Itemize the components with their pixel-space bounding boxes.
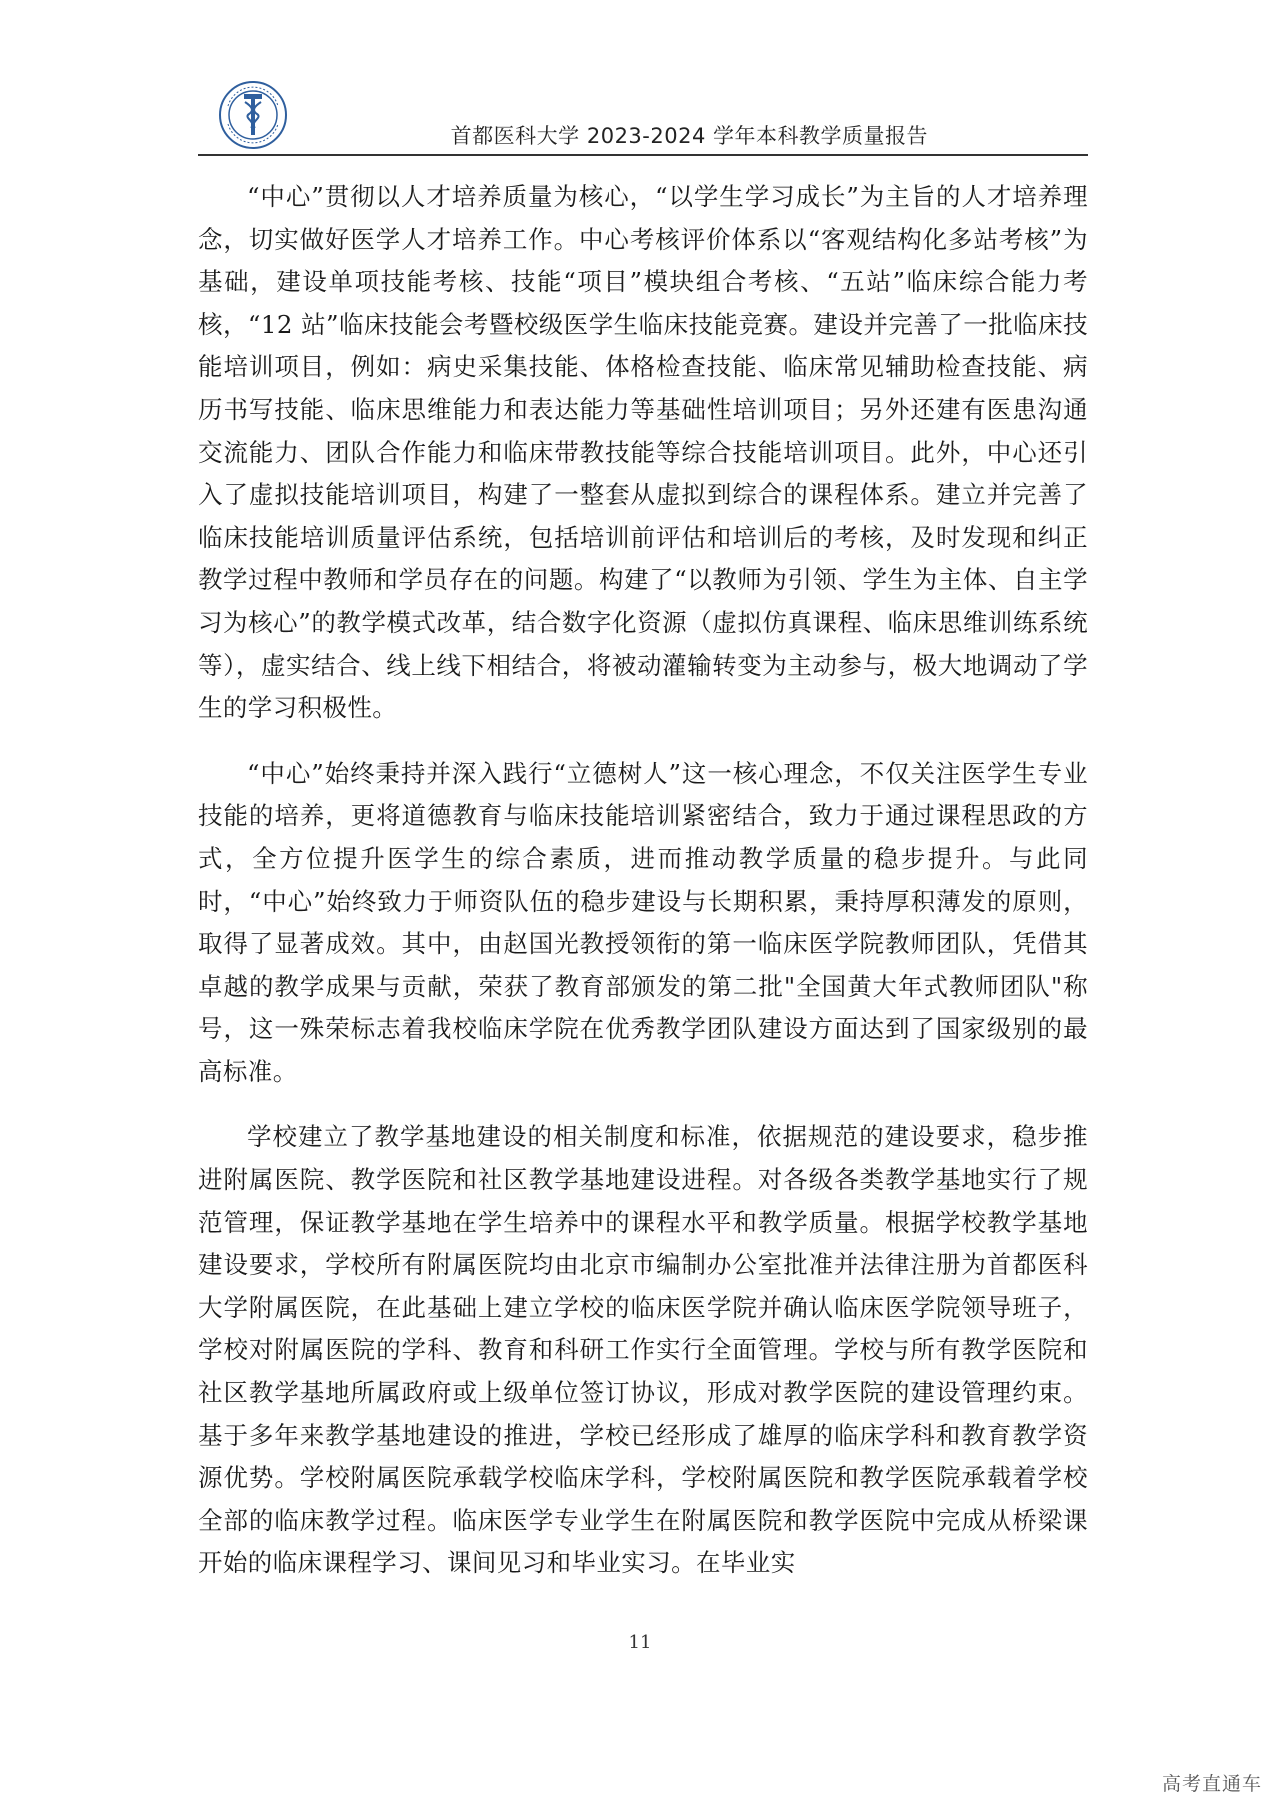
header-title: 首都医科大学 2023-2024 学年本科教学质量报告 xyxy=(450,124,928,148)
paragraph-moral-education: “中心”始终秉持并深入践行“立德树人”这一核心理念，不仅关注医学生专业技能的培养，更将道德教育与临床技能培训紧密结合，致力于通过课程思政的方式，全方位提升医学生的综合素质，进而推动教学质量的稳步提升。与此同时，“中心”始终致力于师资队伍的稳步建设与长期积累，秉持厚积薄发的原则，取得了显著成效。其中，由赵国光教授领衔的第一临床医学院教师团队，凭借其卓越的教学成果与贡献，荣获了教育部颁发的第二批"全国黄大年式教师团队"称号，这一殊荣标志着我校临床学院在优秀教学团队建设方面达到了国家级别的最高标准。 xyxy=(198,758,1088,1086)
university-logo xyxy=(218,80,288,150)
paragraph-teaching-bases: 学校建立了教学基地建设的相关制度和标准，依据规范的建设要求，稳步推进附属医院、教学医院和社区教学基地建设进程。对各级各类教学基地实行了规范管理，保证教学基地在学生培养中的课程水平和教学质量。根据学校教学基地建设要求，学校所有附属医院均由北京市编制办公室批准并法律注册为首都医科大学附属医院，在此基础上建立学校的临床医学院并确认临床医学院领导班子，学校对附属医院的学科、教育和科研工作实行全面管理。学校与所有教学医院和社区教学基地所属政府或上级单位签订协议，形成对教学医院的建设管理约束。基于多年来教学基地建设的推进，学校已经形成了雄厚的临床学科和教育教学资源优势。学校附属医院承载学校临床学科，学校附属医院和教学医院承载着学校全部的临床教学过程。临床医学专业学生在附属医院和教学医院中完成从桥梁课开始的临床课程学习、课间见习和毕业实习。在毕业实 xyxy=(198,1122,1088,1578)
watermark: 高考直通车 xyxy=(1161,1773,1262,1795)
page-header xyxy=(198,72,1088,156)
report-body xyxy=(198,176,1088,1608)
paragraph-skills-center: “中心”贯彻以人才培养质量为核心，“以学生学习成长”为主旨的人才培养理念，切实做好医学人才培养工作。中心考核评价体系以“客观结构化多站考核”为基础，建设单项技能考核、技能“项目”模块组合考核、“五站”临床综合能力考核，“12 站”临床技能会考暨校级医学生临床技能竞赛。建设并完善了一批临床技能培训项目，例如：病史采集技能、体格检查技能、临床常见辅助检查技能、病历书写技能、临床思维能力和表达能力等基础性培训项目；另外还建有医患沟通交流能力、团队合作能力和临床带教技能等综合技能培训项目。此外，中心还引入了虚拟技能培训项目，构建了一整套从虚拟到综合的课程体系。建立并完善了临床技能培训质量评估系统，包括培训前评估和培训后的考核，及时发现和纠正教学过程中教师和学员存在的问题。构建了“以教师为引领、学生为主体、自主学习为核心”的教学模式改革，结合数字化资源（虚拟仿真课程、临床思维训练系统等），虚实结合、线上线下相结合，将被动灌输转变为主动参与，极大地调动了学生的学习积极性。 xyxy=(198,182,1088,723)
page-number: 11 xyxy=(628,1632,652,1653)
